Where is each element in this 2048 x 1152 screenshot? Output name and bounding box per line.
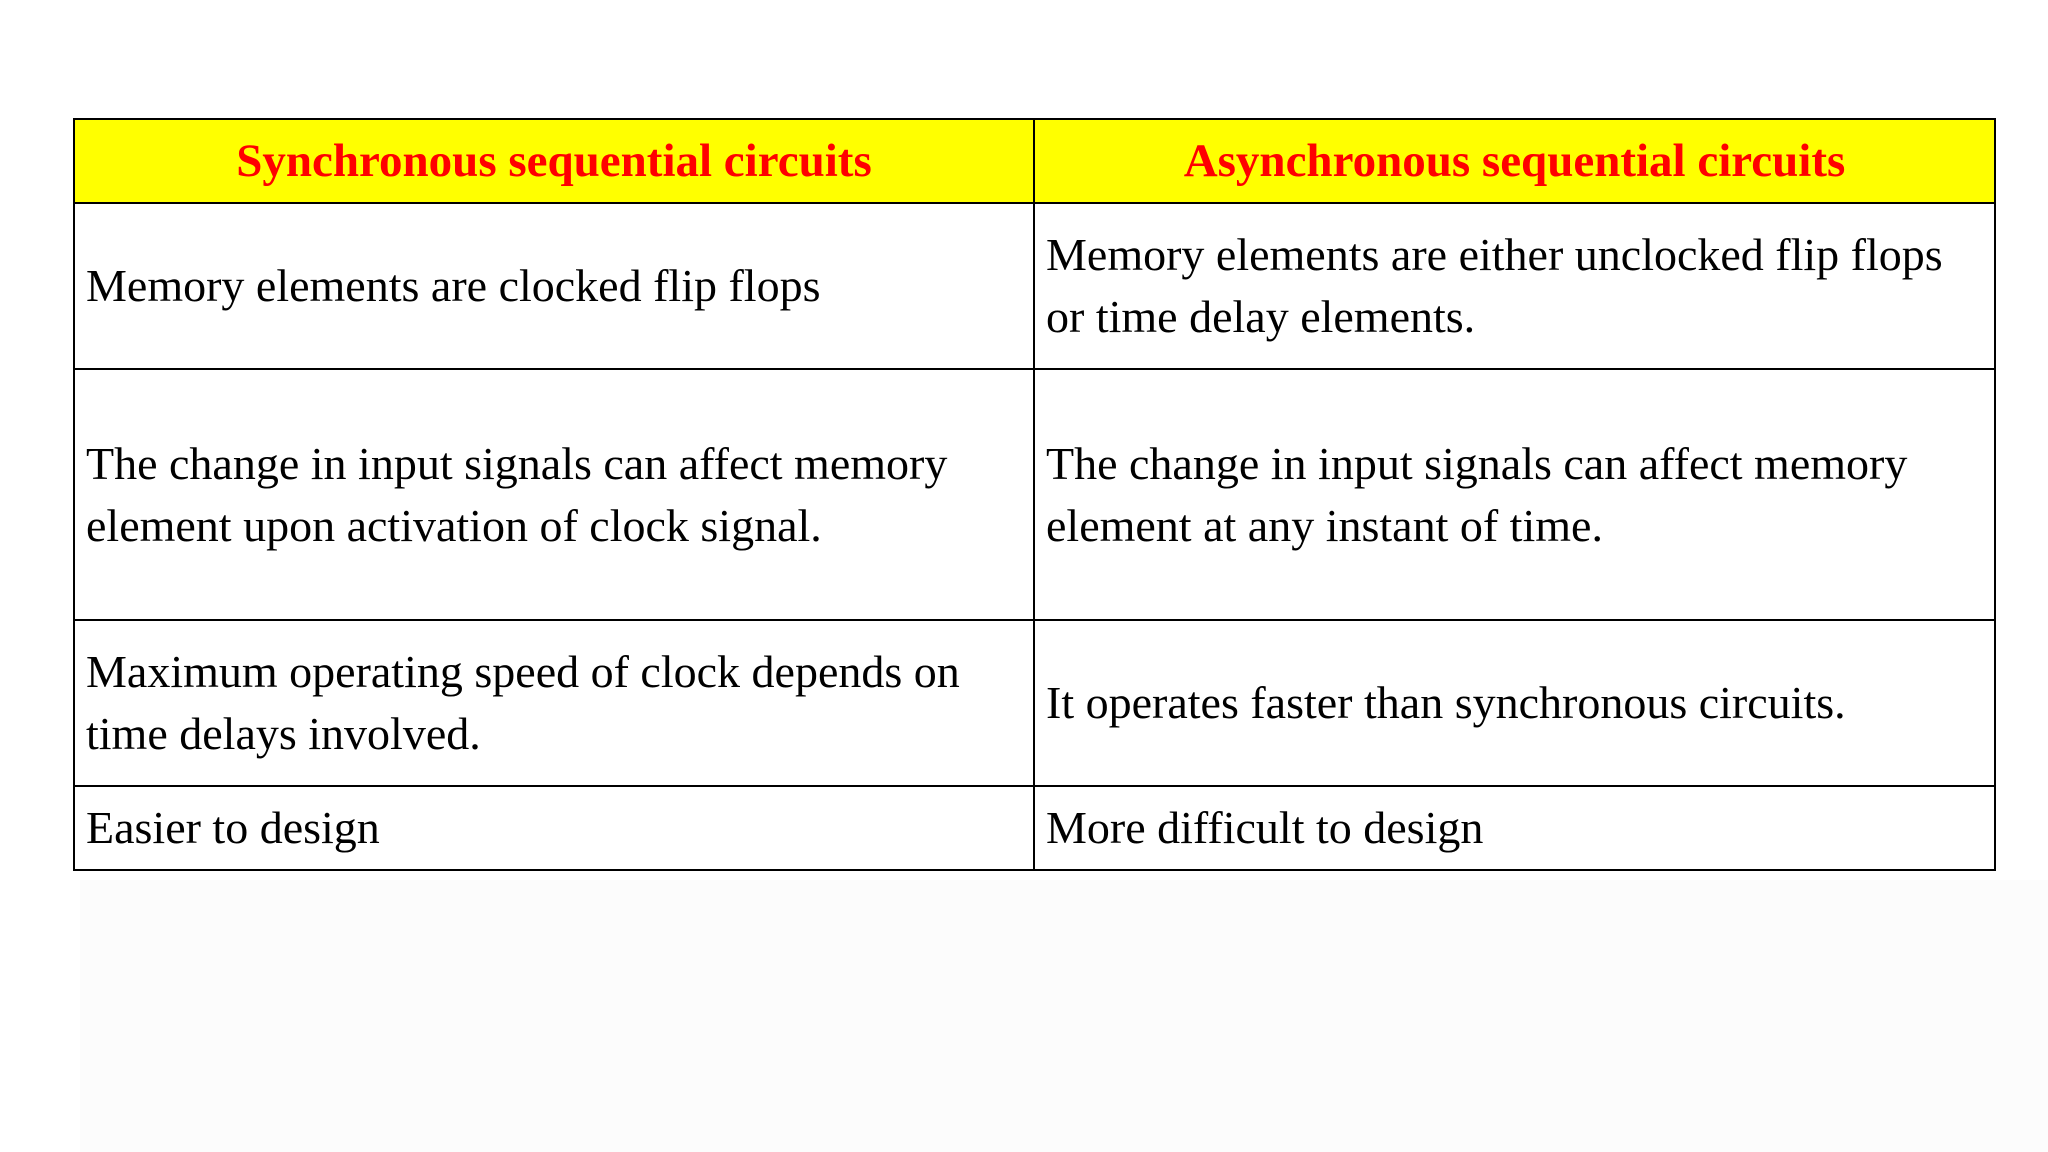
cell-synchronous bbox=[74, 203, 1034, 369]
cell-asynchronous bbox=[1034, 786, 1995, 870]
cell-asynchronous bbox=[1034, 203, 1995, 369]
cell-text: The change in input signals can affect memory element upon activation of clock signal. bbox=[86, 437, 948, 551]
table-row bbox=[74, 786, 1995, 870]
cell-text: The change in input signals can affect memory element at any instant of time. bbox=[1046, 437, 1908, 551]
cell-text: It operates faster than synchronous circuits. bbox=[1046, 677, 1846, 728]
cell-asynchronous bbox=[1034, 620, 1995, 786]
cell-synchronous bbox=[74, 369, 1034, 620]
cell-text: Memory elements are either unclocked flip flops or time delay elements. bbox=[1046, 229, 1943, 342]
header-asynchronous: Asynchronous sequential circuits bbox=[1034, 119, 1995, 203]
cell-asynchronous bbox=[1034, 369, 1995, 620]
cell-text: Maximum operating speed of clock depends on time delays involved. bbox=[86, 646, 960, 759]
table-row bbox=[74, 369, 1995, 620]
comparison-table bbox=[73, 118, 1996, 871]
cell-text: More difficult to design bbox=[1046, 802, 1484, 853]
table-row bbox=[74, 620, 1995, 786]
table-row bbox=[74, 203, 1995, 369]
cell-synchronous bbox=[74, 620, 1034, 786]
cell-synchronous bbox=[74, 786, 1034, 870]
header-synchronous: Synchronous sequential circuits bbox=[74, 119, 1034, 203]
slide-background-shade bbox=[80, 880, 2048, 1152]
cell-text: Memory elements are clocked flip flops bbox=[86, 260, 821, 311]
cell-text: Easier to design bbox=[86, 802, 380, 853]
table-header-row bbox=[74, 119, 1995, 203]
